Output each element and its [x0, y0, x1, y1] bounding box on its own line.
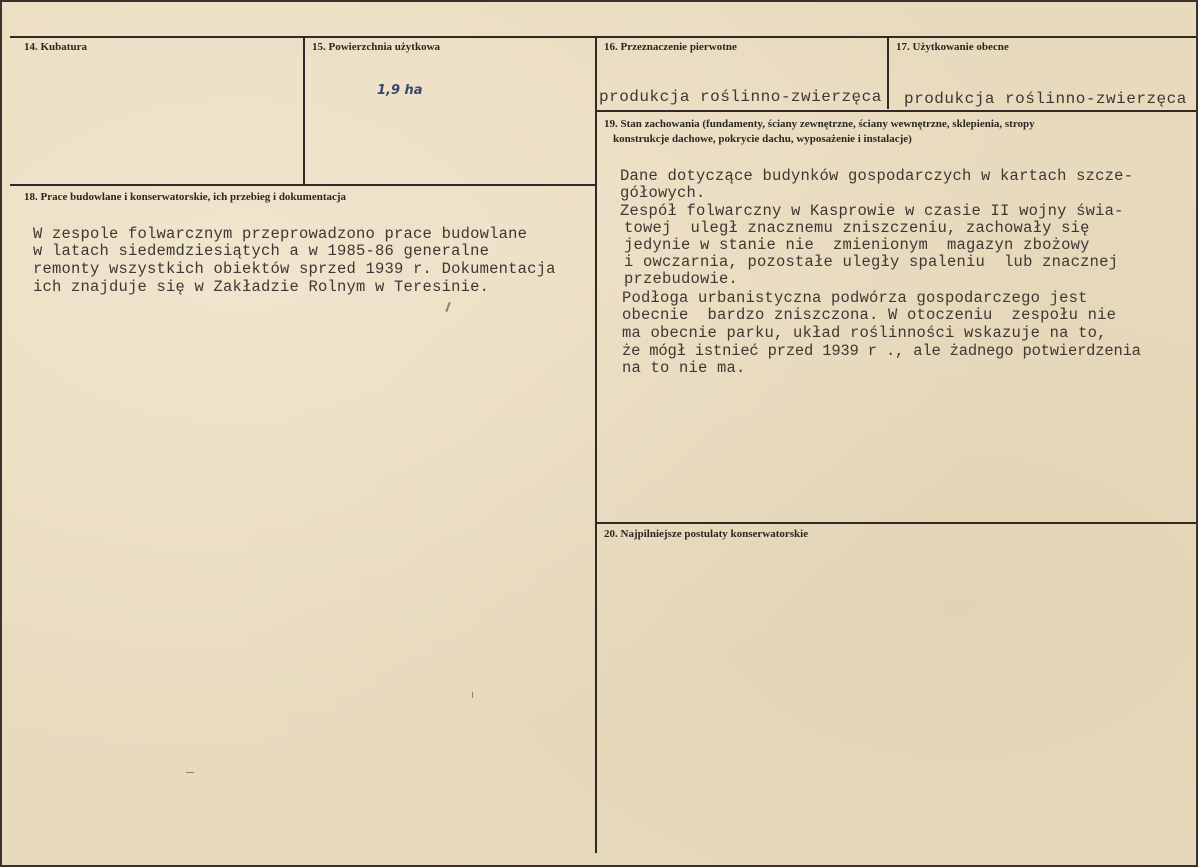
- field-19-line: przebudowie.: [624, 270, 739, 288]
- field-19-line: Zespół folwarczny w Kasprowie w czasie II wojny świa-: [620, 202, 1124, 220]
- field-17-value: produkcja roślinno-zwierzęca: [904, 90, 1187, 108]
- field-18-line: ich znajduje się w Zakładzie Rolnym w Teresinie.: [33, 278, 490, 296]
- field-14-label: 14. Kubatura: [24, 41, 87, 53]
- field-19-line: że mógł istnieć przed 1939 r ., ale żadnego potwierdzenia: [622, 342, 1141, 360]
- rule-under-19: [596, 522, 1196, 524]
- rule-under-14-15: [10, 184, 596, 186]
- field-18-line: w latach siedemdziesiątych a w 1985-86 generalne: [33, 242, 490, 260]
- field-19-line: towej uległ znacznemu zniszczeniu, zachowały się: [624, 219, 1090, 237]
- field-18-label: 18. Prace budowlane i konserwatorskie, ich przebieg i dokumentacja: [24, 191, 347, 203]
- field-19-line: obecnie bardzo zniszczona. W otoczeniu zespołu nie: [622, 306, 1117, 324]
- center-divider: [595, 37, 597, 853]
- field-19-line: gółowych.: [620, 184, 706, 202]
- divider-14-15: [303, 37, 305, 185]
- field-19-line: i owczarnia, pozostałe uległy spaleniu lub znacznej: [624, 253, 1119, 271]
- field-19-label-line2: konstrukcje dachowe, pokrycie dachu, wyposażenie i instalacje): [613, 133, 912, 145]
- field-18-line: remonty wszystkich obiektów sprzed 1939 r. Dokumentacja: [33, 260, 556, 278]
- divider-16-17: [887, 37, 889, 109]
- field-16-label: 16. Przeznaczenie pierwotne: [604, 41, 737, 53]
- field-19-line: Podłoga urbanistyczna podwórza gospodarczego jest: [622, 289, 1088, 307]
- field-19-line: Dane dotyczące budynków gospodarczych w kartach szcze-: [620, 167, 1134, 185]
- field-17-label: 17. Użytkowanie obecne: [896, 41, 1009, 53]
- field-20-label: 20. Najpilniejsze postulaty konserwatorskie: [604, 528, 809, 540]
- rule-under-16-17: [596, 110, 1196, 112]
- field-19-line: jedynie w stanie nie zmienionym magazyn zbożowy: [624, 236, 1090, 254]
- field-15-label: 15. Powierzchnia użytkowa: [312, 41, 441, 53]
- top-rule: [10, 36, 1196, 38]
- field-19-label-line1: 19. Stan zachowania (fundamenty, ściany zewnętrzne, ściany wewnętrzne, sklepienia, stropy: [604, 118, 1035, 130]
- paper-speck: [445, 302, 450, 312]
- field-19-line: ma obecnie parku, układ roślinności wskazuje na to,: [622, 324, 1107, 342]
- field-18-line: W zespole folwarcznym przeprowadzono prace budowlane: [33, 225, 528, 243]
- field-19-line: na to nie ma.: [622, 359, 746, 377]
- paper-speck: [186, 772, 194, 773]
- paper-speck: [472, 692, 473, 698]
- field-16-value: produkcja roślinno-zwierzęca: [599, 88, 882, 106]
- field-15-value: 1,9 ha: [377, 83, 423, 98]
